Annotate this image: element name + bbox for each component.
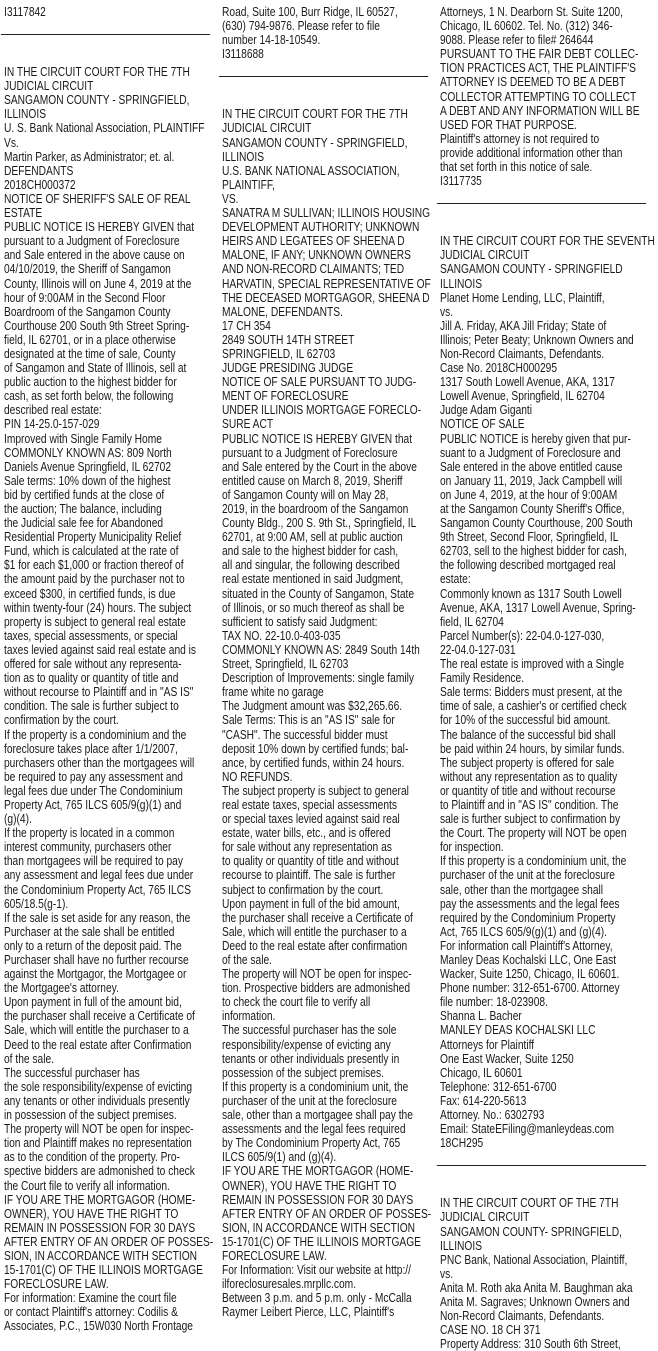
notice-text-line: PNC Bank, National Association, Plaintiff, [440, 1251, 628, 1267]
notice-text-line: the purchaser shall receive a Certificate of [222, 909, 413, 925]
notice-text-line: Fax: 614-220-5613 [440, 1092, 527, 1108]
legal-notice [222, 106, 432, 1320]
notice-text-line: DEFENDANTS [4, 162, 74, 178]
notice-text-line: NOTICE OF SALE [440, 416, 525, 432]
notice-text-line: of the sale. [4, 1050, 54, 1066]
notice-text-line: Non-Record Claimants, Defendants. [440, 345, 605, 361]
notice-text-line: interest community, purchasers other [4, 839, 172, 855]
notice-text-line: tenants or other individuals presently in [222, 1050, 400, 1066]
legal-notice [4, 64, 214, 1334]
notice-text-line: estate: [440, 571, 471, 587]
notice-text-line: 04/10/2019, the Sheriff of Sangamon [4, 261, 171, 277]
notice-text-line: REMAIN IN POSSESSION FOR 30 DAYS [222, 1191, 414, 1207]
notice-text-line: The Judgment amount was $32,265.66. [222, 698, 403, 714]
notice-text-line: FORECLOSURE LAW. [4, 1276, 109, 1292]
notice-text-line: "CASH". The successful bidder must [222, 726, 388, 742]
notice-text-line: 62701, at 9:00 AM, sell at public auction [222, 529, 403, 545]
notice-text-line: FORECLOSURE LAW. [222, 1247, 327, 1263]
notice-text-line: the Court. The property will NOT be open [440, 825, 627, 841]
notice-text-line: HARVATIN, SPECIAL REPRESENTATIVE OF [222, 275, 431, 291]
notice-text-line: for inspection. [440, 839, 504, 855]
notice-text-line: ance, by certified funds, within 24 hours. [222, 754, 405, 770]
notice-text-line: SPRINGFIELD, IL 62703 [222, 345, 336, 361]
notice-text-line: REMAIN IN POSSESSION FOR 30 DAYS [4, 1219, 196, 1235]
notice-text-line: For information: Examine the court file [4, 1290, 177, 1306]
notice-text-line: of the sale. [222, 952, 272, 967]
notice-text-line: subject to confirmation by the court. [222, 881, 384, 897]
notice-text-line: information. [222, 1008, 276, 1024]
notice-text-line: PLAINTIFF, [222, 176, 275, 192]
notice-text-line: Property Address: 310 South 6th Street, [440, 1336, 621, 1351]
notice-text-line: only to a return of the deposit paid. The [4, 937, 182, 953]
notice-text-line: Illinois; Peter Beaty; Unknown Owners and [440, 331, 634, 347]
notice-text-line: responsibility/expense of evicting any [222, 1036, 391, 1052]
notice-text-line: 15-1701(C) OF THE ILLINOIS MORTGAGE [4, 1262, 203, 1278]
notice-text-line: time of sale, a cashier's or certified check [440, 698, 627, 714]
notice-text-line: A DEBT AND ANY INFORMATION WILL BE [440, 102, 640, 118]
notice-text-line: Case No. 2018CH000295 [440, 360, 558, 376]
notice-text-line: foreclosure takes place after 1/1/2007, [4, 740, 178, 756]
notice-text-line: I3117735 [440, 173, 482, 189]
notice-text-line: Property Act, 765 ILCS 605/9(g)(1) and [4, 796, 182, 812]
notice-text-line: PUBLIC NOTICE is hereby given that pur- [440, 430, 631, 446]
notice-text-line: DEVELOPMENT AUTHORITY; UNKNOWN [222, 219, 420, 235]
notice-text-line: Sale entered in the above entitled cause [440, 458, 623, 474]
notice-text-line: the Judicial sale fee for Abandoned [4, 515, 164, 531]
notice-text-line: bid by certified funds at the close of [4, 486, 165, 502]
notice-text-line: Attorney. No.: 6302793 [440, 1107, 545, 1123]
notice-text-line: HEIRS AND LEGATEES OF SHEENA D [222, 233, 405, 249]
notice-text-line: Sale Terms: This is an "AS IS" sale for [222, 712, 395, 728]
notice-text-line: Parcel Number(s): 22-04.0-127-030, [440, 627, 605, 643]
notice-text-line: purchasers other than the mortgagees will [4, 754, 195, 770]
notice-text-line: PURSUANT TO THE FAIR DEBT COLLEC- [440, 46, 639, 62]
notice-text-line: of Sangamon and State of Illinois, sell at [4, 360, 187, 376]
notice-text-line: Judge Adam Giganti [440, 402, 533, 418]
notice-text-line: possession of the subject premises. [222, 1064, 384, 1080]
notice-text-line: property is subject to general real estate [4, 613, 186, 629]
notice-text-line: 18CH295 [440, 1135, 484, 1151]
notice-text-line: 9088. Please refer to file# 264644 [440, 32, 594, 48]
notice-text-line: Sangamon County Courthouse, 200 South [440, 515, 633, 531]
notice-text-line: Purchaser at the sale shall be entitled [4, 923, 175, 939]
notice-divider [437, 1165, 646, 1166]
notice-text-line: real estate taxes, special assessments [222, 796, 397, 812]
notice-text-line: on June 4, 2019, at the hour of 9:00AM [440, 486, 618, 502]
notice-text-line: OWNER), YOU HAVE THE RIGHT TO [222, 1177, 397, 1193]
notice-text-line: number 14-18-10549. [222, 32, 321, 48]
notice-text-line: ILLINOIS [222, 148, 265, 164]
notice-text-line: Between 3 p.m. and 5 p.m. only - McCalla [222, 1290, 412, 1306]
notice-text-line: Vs. [4, 134, 19, 150]
notice-text-line: NOTICE OF SALE PURSUANT TO JUDG- [222, 374, 417, 390]
notice-text-line: Telephone: 312-651-6700 [440, 1078, 557, 1094]
notice-text-line: sale is further subject to confirmation by [440, 811, 621, 827]
notice-text-line: 2018CH000372 [4, 176, 76, 192]
notice-text-line: AND NON-RECORD CLAIMANTS; TED [222, 261, 405, 277]
notice-text-line: Boardroom of the Sangamon County [4, 303, 171, 319]
notice-text-line: file number: 18-023908. [440, 994, 548, 1010]
notice-text-line: tion and Plaintiff makes no representation [4, 1135, 192, 1151]
notice-text-line: as to the condition of the property. Pro- [4, 1149, 180, 1165]
notice-text-line: SANGAMON COUNTY - SPRINGFIELD [440, 261, 623, 277]
notice-text-line: Residential Property Municipality Relief [4, 529, 182, 545]
notice-text-line: suant to a Judgment of Foreclosure and [440, 444, 621, 460]
notice-text-line: Raymer Leibert Pierce, LLC, Plaintiff's [222, 1304, 395, 1320]
notice-text-line: than mortgagees will be required to pay [4, 853, 183, 869]
notice-text-line: Wacker, Suite 1250, Chicago, IL 60601. [440, 966, 620, 982]
notice-text-line: (630) 794-9876. Please refer to file [222, 18, 380, 34]
notice-text-line: TION PRACTICES ACT, THE PLAINTIFF'S [440, 60, 636, 76]
notice-text-line: TAX NO. 22-10.0-403-035 [222, 627, 341, 643]
notice-text-line: Courthouse 200 South 9th Street Spring- [4, 317, 190, 333]
notice-text-line: at the Sangamon County Sheriff's Office, [440, 501, 625, 516]
notice-text-line: real estate mentioned in said Judgment, [222, 571, 404, 587]
notice-text-line: exceed $300, in certified funds, is due [4, 585, 176, 601]
notice-text-line: Commonly known as 1317 South Lowell [440, 585, 622, 601]
notice-text-line: JUDICIAL CIRCUIT [4, 78, 94, 94]
notice-text-line: the Condominium Property Act, 765 ILCS [4, 881, 191, 897]
notice-text-line: Planet Home Lending, LLC, Plaintiff, [440, 289, 605, 305]
notice-text-line: ILCS 605/9(1) and (g)(4). [222, 1149, 337, 1165]
notice-text-line: all and singular, the following described [222, 557, 400, 573]
notice-text-line: Deed to the real estate after Confirmation [4, 1036, 192, 1052]
notice-text-line: to Plaintiff and in "AS IS" condition. The [440, 796, 619, 812]
notice-text-line: assessments and the legal fees required [222, 1121, 406, 1137]
notice-text-line: 17 CH 354 [222, 317, 271, 333]
notice-text-line: 2019, in the boardroom of the Sangamon [222, 501, 409, 516]
notice-text-line: the Mortgagee's attorney. [4, 980, 119, 996]
notice-text-line: If the property is a condominium and the [4, 726, 187, 742]
notice-text-line: If the sale is set aside for any reason, the [4, 909, 191, 925]
notice-text-line: Associates, P.C., 15W030 North Frontage [4, 1318, 193, 1334]
notice-text-line: SURE ACT [222, 416, 274, 432]
notice-text-line: One East Wacker, Suite 1250 [440, 1050, 574, 1066]
notice-text-line: Manley Deas Kochalski LLC, One East [440, 952, 617, 967]
notice-text-line: the purchaser shall receive a Certificate of [4, 1008, 195, 1024]
legal-notice [4, 5, 209, 19]
notice-text-line: IF YOU ARE THE MORTGAGOR (HOME- [222, 1163, 414, 1179]
notice-text-line: 605/18.5(g-1). [4, 895, 69, 911]
notice-text-line: without recourse to Plaintiff and in "AS IS" [4, 684, 194, 700]
notice-text-line: PUBLIC NOTICE IS HEREBY GIVEN that [4, 219, 195, 235]
notice-text-line: Purchaser shall have no further recourse [4, 952, 189, 967]
notice-text-line: Description of Improvements: single family [222, 670, 414, 686]
notice-text-line: 1317 South Lowell Avenue, AKA, 1317 [440, 374, 615, 390]
notice-text-line: tion as to quality or quantity of title and [4, 670, 179, 686]
notice-text-line: Sale, which will entitle the purchaser to a [222, 923, 407, 939]
notice-text-line: described real estate: [4, 402, 102, 418]
notice-text-line: NOTICE OF SHERIFF'S SALE OF REAL [4, 190, 191, 206]
notice-text-line: IN THE CIRCUIT COURT FOR THE SEVENTH [440, 233, 655, 249]
notice-text-line: The subject property is offered for sale [440, 754, 615, 770]
notice-text-line: IF YOU ARE THE MORTGAGOR (HOME- [4, 1191, 196, 1207]
notice-text-line: and sale to the highest bidder for cash, [222, 543, 399, 559]
notice-text-line: Lowell Avenue, Springfield, IL 62704 [440, 388, 605, 404]
notice-text-line: JUDICIAL CIRCUIT [440, 247, 530, 263]
notice-text-line: in possession of the subject premises. [4, 1107, 177, 1123]
legal-notice [440, 233, 655, 1151]
notice-text-line: vs. [440, 303, 454, 319]
notice-text-line: field, IL 62704 [440, 613, 504, 629]
legal-notice [440, 1196, 645, 1351]
legal-notice [440, 5, 645, 188]
notice-text-line: sale, other than the mortgagee shall [440, 881, 604, 897]
notice-text-line: I3118688 [222, 46, 264, 62]
notice-text-line: the auction; The balance, including [4, 501, 162, 516]
notice-text-line: MALONE, IF ANY; UNKNOWN OWNERS [222, 247, 412, 263]
notice-text-line: Phone number: 312-651-6700. Attorney [440, 980, 620, 996]
notice-text-line: confirmation by the court. [4, 712, 119, 728]
notice-text-line: Avenue, AKA, 1317 Lowell Avenue, Spring- [440, 599, 636, 615]
notice-text-line: of Sangamon County will on May 28, [222, 486, 389, 502]
notice-text-line: taxes, special assessments, or special [4, 627, 178, 643]
notice-text-line: Jill A. Friday, AKA Jill Friday; State of [440, 317, 607, 333]
notice-text-line: Chicago, IL 60602. Tel. No. (312) 346- [440, 18, 613, 34]
notice-text-line: ILLINOIS [440, 275, 483, 291]
notice-text-line: AFTER ENTRY OF AN ORDER OF POSSES- [4, 1233, 214, 1249]
notice-text-line: ATTORNEY IS DEEMED TO BE A DEBT [440, 74, 626, 90]
notice-text-line: estate, water bills, etc., and is offered [222, 825, 391, 841]
column-2 [222, 4, 432, 1320]
legal-notice [222, 5, 427, 61]
notice-text-line: vs. [440, 1265, 454, 1281]
notice-text-line: the sole responsibility/expense of evicting [4, 1078, 193, 1094]
notice-text-line: by The Condominium Property Act, 765 [222, 1135, 401, 1151]
notice-text-line: 15-1701(C) OF THE ILLINOIS MORTGAGE [222, 1233, 421, 1249]
notice-text-line: IN THE CIRCUIT COURT FOR THE 7TH [4, 64, 190, 80]
notice-text-line: Martin Parker, as Administrator; et. al. [4, 148, 175, 164]
notice-text-line: IN THE CIRCUIT COURT OF THE 7TH [440, 1195, 619, 1211]
notice-divider [437, 203, 646, 204]
notice-text-line: Daniels Avenue Springfield, IL 62702 [4, 458, 172, 474]
notice-text-line: 62703, sell to the highest bidder for cash, [440, 543, 627, 559]
notice-text-line: the following described mortgaged real [440, 557, 616, 573]
notice-text-line: COMMONLY KNOWN AS: 809 North [4, 444, 172, 460]
notice-text-line: for sale without any representation as [222, 839, 392, 855]
notice-text-line: be required to pay any assessment and [4, 768, 183, 784]
notice-text-line: Attorneys for Plaintiff [440, 1036, 535, 1052]
notice-text-line: pay the assessments and the legal fees [440, 895, 620, 911]
notice-text-line: The property will NOT be open for inspec- [4, 1121, 194, 1137]
notice-text-line: Road, Suite 100, Burr Ridge, IL 60527, [222, 4, 398, 19]
notice-text-line: COLLECTOR ATTEMPTING TO COLLECT [440, 88, 637, 104]
notice-text-line: provide additional information other than [440, 144, 623, 160]
notice-text-line: taxes levied against said real estate and is [4, 641, 197, 657]
notice-text-line: CASE NO. 18 CH 371 [440, 1322, 541, 1338]
notice-text-line: or contact Plaintiff's attorney: Codilis & [4, 1304, 178, 1320]
notice-text-line: U. S. Bank National Association, PLAINTIFF [4, 120, 205, 136]
notice-text-line: PIN 14-25.0-157-029 [4, 416, 100, 432]
notice-divider [219, 76, 428, 77]
notice-text-line: Email: StateEFiling@manleydeas.com [440, 1121, 614, 1137]
notice-text-line: of Illinois, or so much thereof as shall be [222, 599, 405, 615]
notice-text-line: Non-Record Claimants, Defendants. [440, 1308, 605, 1324]
notice-text-line: USED FOR THAT PURPOSE. [440, 116, 577, 132]
notice-text-line: MENT OF FORECLOSURE [222, 388, 349, 404]
notice-text-line: MALONE, DEFENDANTS. [222, 303, 343, 319]
notice-text-line: SANATRA M SULLIVAN; ILLINOIS HOUSING [222, 205, 431, 221]
notice-text-line: SION, IN ACCORDANCE WITH SECTION [222, 1219, 416, 1235]
notice-text-line: and Sale entered in the above cause on [4, 247, 185, 263]
notice-text-line: purchaser of the unit at the foreclosure [222, 1092, 397, 1108]
notice-text-line: be paid within 24 hours, by similar funds. [440, 740, 625, 756]
notice-text-line: for 10% of the successful bid amount. [440, 712, 611, 728]
notice-text-line: County, Illinois will on June 4, 2019 at the [4, 275, 192, 291]
notice-text-line: ilforeclosuresales.mrpllc.com. [222, 1276, 357, 1292]
notice-text-line: OWNER), YOU HAVE THE RIGHT TO [4, 1205, 179, 1221]
notice-text-line: Improved with Single Family Home [4, 430, 162, 446]
notice-text-line: Sale terms: Bidders must present, at the [440, 684, 623, 700]
notice-text-line: Anita M. Sagraves; Unknown Owners and [440, 1293, 630, 1309]
notice-text-line: entitled cause on March 8, 2019, Sheriff [222, 472, 403, 488]
notice-text-line: PUBLIC NOTICE IS HEREBY GIVEN that [222, 430, 413, 446]
notice-text-line: Deed to the real estate after confirmation [222, 937, 408, 953]
notice-text-line: Street, Springfield, IL 62703 [222, 656, 349, 672]
notice-text-line: 9th Street, Second Floor, Springfield, IL [440, 529, 619, 545]
column-1 [4, 4, 214, 1334]
notice-text-line: Fund, which is calculated at the rate of [4, 543, 179, 559]
notice-text-line: COMMONLY KNOWN AS: 2849 South 14th [222, 641, 420, 657]
notice-text-line: the Court file to verify all information. [4, 1177, 170, 1193]
column-3 [440, 4, 655, 1351]
notice-text-line: THE DECEASED MORTGAGOR, SHEENA D [222, 289, 430, 305]
notice-text-line: or quantity of title and without recourse [440, 782, 616, 798]
notice-text-line: SANGAMON COUNTY - SPRINGFIELD, [4, 92, 190, 108]
notice-text-line: spective bidders are admonished to check [4, 1163, 195, 1179]
notice-text-line: without any representation as to quality [440, 768, 618, 784]
notice-text-line: that set forth in this notice of sale. [440, 159, 593, 175]
notice-text-line: Chicago, IL 60601 [440, 1064, 523, 1080]
notice-text-line: Upon payment in full of the amount bid, [4, 994, 182, 1010]
notice-text-line: cash, as set forth below, the following [4, 388, 174, 404]
notice-text-line: on January 11, 2019, Jack Campbell will [440, 472, 623, 488]
notice-text-line: frame white no garage [222, 684, 324, 700]
notice-text-line: any assessment and legal fees due under [4, 867, 194, 883]
notice-text-line: For information call Plaintiff's Attorney, [440, 937, 613, 953]
notice-text-line: offered for sale without any representa- [4, 656, 182, 672]
notice-text-line: Sale, which will entitle the purchaser to a [4, 1022, 189, 1038]
notice-text-line: purchaser of the unit at the foreclosure [440, 867, 615, 883]
notice-text-line: The successful purchaser has [4, 1064, 140, 1080]
notice-text-line: U.S. BANK NATIONAL ASSOCIATION, [222, 162, 400, 178]
notice-text-line: IN THE CIRCUIT COURT FOR THE 7TH [222, 106, 408, 122]
notice-text-line: The subject property is subject to general [222, 782, 409, 798]
notice-text-line: Sale terms: 10% down of the highest [4, 472, 171, 488]
notice-text-line: Shanna L. Bacher [440, 1008, 522, 1024]
notice-text-line: or special taxes levied against said real [222, 811, 400, 827]
notice-text-line: The balance of the successful bid shall [440, 726, 616, 742]
notice-divider [1, 34, 210, 35]
notice-text-line: For Information: Visit our website at http:// [222, 1262, 411, 1278]
notice-text-line: I3117842 [4, 4, 46, 19]
notice-text-line: hour of 9:00AM in the Second Floor [4, 289, 166, 305]
notice-text-line: and Sale entered by the Court in the above [222, 458, 417, 474]
notice-text-line: Family Residence. [440, 670, 525, 686]
notice-text-line: The property will NOT be open for inspec- [222, 966, 412, 982]
notice-text-line: If the property is located in a common [4, 825, 175, 841]
notice-text-line: The successful purchaser has the sole [222, 1022, 397, 1038]
notice-text-line: ILLINOIS [440, 1237, 483, 1253]
notice-text-line: SION, IN ACCORDANCE WITH SECTION [4, 1247, 198, 1263]
notice-text-line: County Bldg., 200 S. 9th St., Springfield, IL [222, 515, 417, 531]
notice-text-line: condition. The sale is further subject to [4, 698, 179, 714]
notice-text-line: sufficient to satisfy said Judgment: [222, 613, 378, 629]
notice-text-line: If this property is a condominium unit, the [440, 853, 627, 869]
notice-text-line: SANGAMON COUNTY - SPRINGFIELD, [222, 134, 408, 150]
notice-text-line: Upon payment in full of the bid amount, [222, 895, 400, 911]
notice-text-line: legal fees due under The Condominium [4, 782, 183, 798]
notice-text-line: NO REFUNDS. [222, 768, 293, 784]
notice-text-line: field, IL 62701, or in a place otherwise [4, 331, 176, 347]
notice-text-line: VS. [222, 190, 239, 206]
notice-text-line: any tenants or other individuals presently [4, 1092, 190, 1108]
notice-text-line: AFTER ENTRY OF AN ORDER OF POSSES- [222, 1205, 432, 1221]
notice-text-line: deposit 10% down by certified funds; bal- [222, 740, 409, 756]
notice-text-line: If this property is a condominium unit, the [222, 1078, 409, 1094]
notice-text-line: within twenty-four (24) hours. The subject [4, 599, 192, 615]
notice-text-line: Act, 765 ILCS 605/9(g)(1) and (g)(4). [440, 923, 608, 939]
notice-text-line: the amount paid by the purchaser not to [4, 571, 185, 587]
notice-text-line: (g)(4). [4, 811, 32, 827]
notice-text-line: sale, other than a mortgagee shall pay the [222, 1107, 413, 1123]
notice-text-line: ESTATE [4, 205, 43, 221]
notice-text-line: to quality or quantity of title and without [222, 853, 399, 869]
notice-text-line: Attorneys, 1 N. Dearborn St. Suite 1200, [440, 4, 623, 19]
notice-text-line: pursuant to a Judgment of Foreclosure [4, 233, 180, 249]
notice-text-line: public auction to the highest bidder for [4, 374, 177, 390]
notice-text-line: $1 for each $1,000 or fraction thereof of [4, 557, 184, 573]
notice-text-line: tion. Prospective bidders are admonished [222, 980, 411, 996]
notice-text-line: situated in the County of Sangamon, State [222, 585, 415, 601]
notice-text-line: SANGAMON COUNTY- SPRINGFIELD, [440, 1223, 622, 1239]
notice-text-line: MANLEY DEAS KOCHALSKI LLC [440, 1022, 596, 1038]
notice-text-line: Anita M. Roth aka Anita M. Baughman aka [440, 1279, 633, 1295]
notice-text-line: UNDER ILLINOIS MORTGAGE FORECLO- [222, 402, 422, 418]
notice-text-line: recourse to plaintiff. The sale is further [222, 867, 396, 883]
notice-text-line: to check the court file to verify all [222, 994, 371, 1010]
notice-text-line: 22-04.0-127-031 [440, 641, 516, 657]
notice-text-line: against the Mortgagor, the Mortgagee or [4, 966, 187, 982]
notice-text-line: 2849 SOUTH 14TH STREET [222, 331, 355, 347]
notice-text-line: designated at the time of sale, County [4, 345, 176, 361]
notice-text-line: JUDICIAL CIRCUIT [222, 120, 312, 136]
notice-text-line: required by the Condominium Property [440, 909, 616, 925]
notice-text-line: ILLINOIS [4, 106, 47, 122]
notice-text-line: JUDGE PRESIDING JUDGE [222, 360, 354, 376]
notice-text-line: JUDICIAL CIRCUIT [440, 1209, 530, 1225]
notice-text-line: Plaintiff's attorney is not required to [440, 130, 600, 146]
notice-text-line: The real estate is improved with a Single [440, 656, 625, 672]
notice-text-line: pursuant to a Judgment of Foreclosure [222, 444, 398, 460]
